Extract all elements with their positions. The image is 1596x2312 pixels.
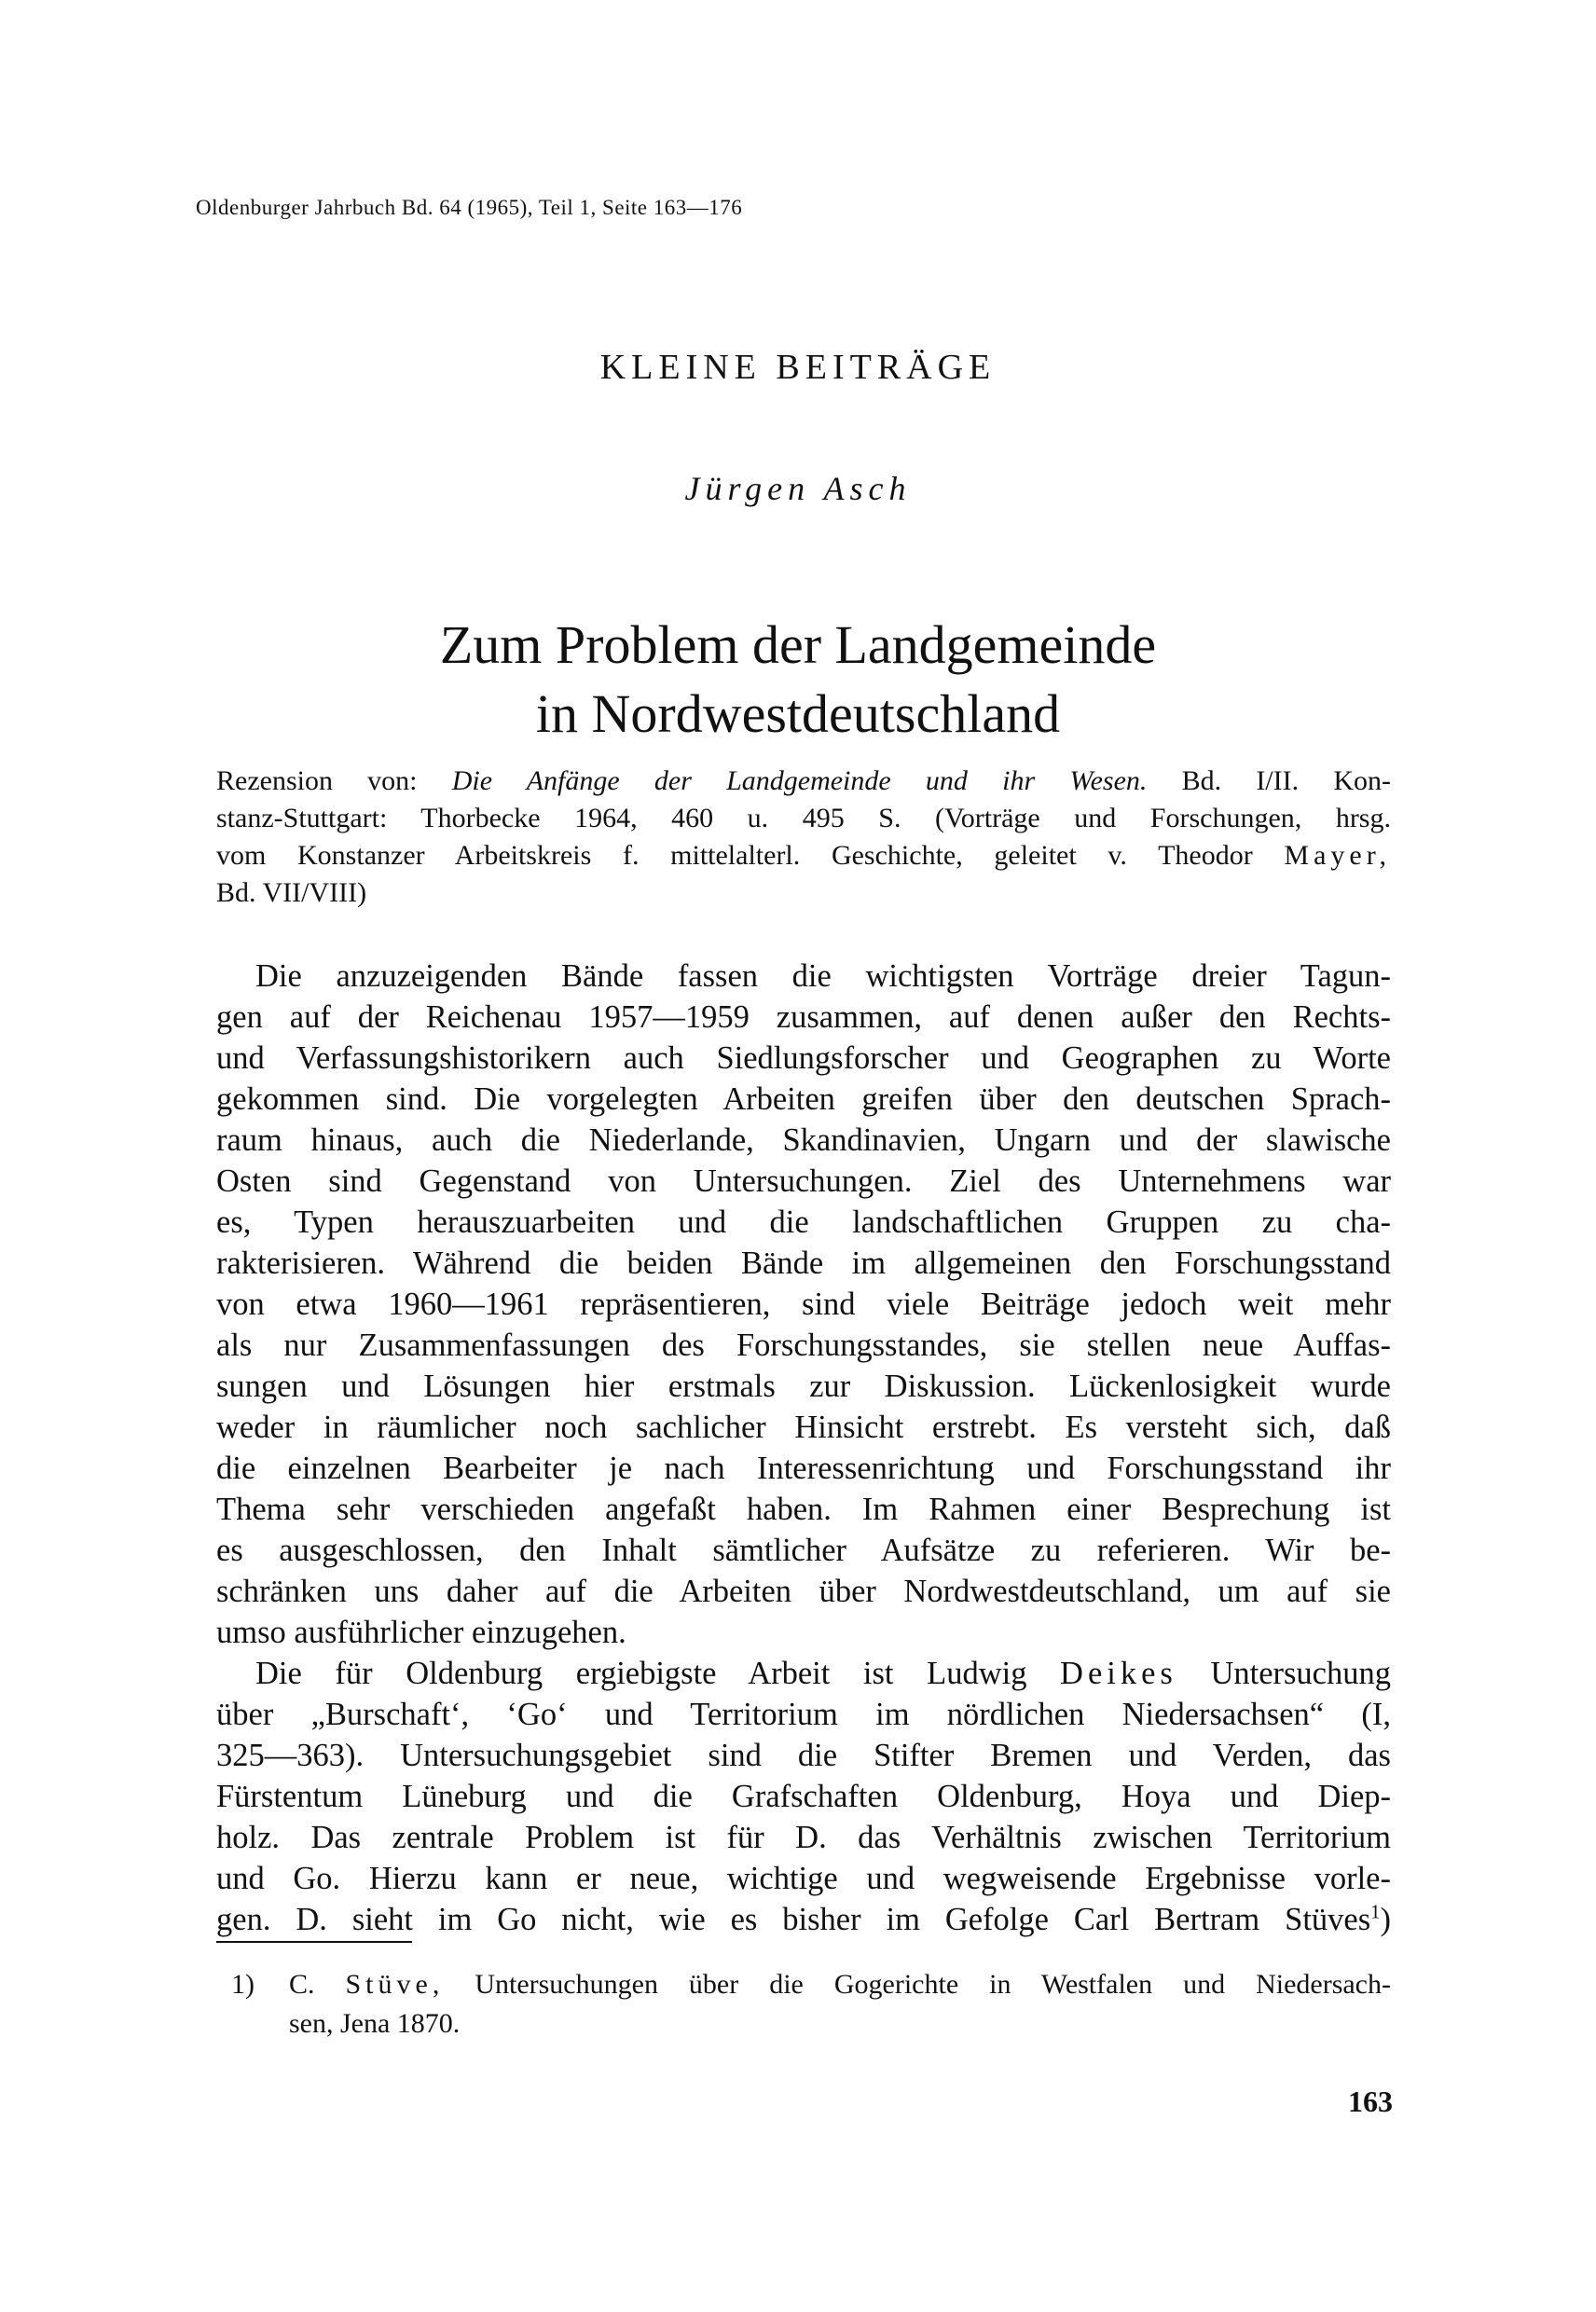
footnote-initial: C. xyxy=(289,1969,346,2000)
review-volume: Bd. I/II. Kon- xyxy=(1147,765,1391,796)
footnote-text xyxy=(289,1965,1391,2044)
text-line: als nur Zusammenfassungen des Forschungsstandes, sie stellen neue Auffas- xyxy=(216,1328,1391,1363)
paragraph-1 xyxy=(216,956,1391,1653)
text-line: holz. Das zentrale Problem ist für D. das Verhältnis zwischen Territorium xyxy=(216,1820,1391,1855)
text-line: Die anzuzeigenden Bände fassen die wichtigsten Vorträge dreier Tagun- xyxy=(255,958,1391,994)
review-citation-line: stanz-Stuttgart: Thorbecke 1964, 460 u. 495 S. (Vorträge und Forschungen, hrsg. xyxy=(216,803,1391,833)
reviewed-work-title: Die Anfänge der Landgemeinde und ihr Wesen. xyxy=(451,765,1148,796)
author-name: Jürgen Asch xyxy=(684,470,912,507)
text-line: es ausgeschlossen, den Inhalt sämtlicher Aufsätze zu referieren. Wir be- xyxy=(216,1533,1391,1568)
text-segment: gen. D. sieht im Go nicht, wie es bisher im Gefolge Carl Bertram Stüves xyxy=(216,1902,1371,1937)
footnote-author: Stüve, xyxy=(345,1969,445,2000)
text-line: Osten sind Gegenstand von Untersuchungen. Ziel des Unternehmens war xyxy=(216,1163,1391,1199)
text-line: die einzelnen Bearbeiter je nach Interessenrichtung und Forschungsstand ihr xyxy=(216,1451,1391,1486)
text-line: Thema sehr verschieden angefaßt haben. Im Rahmen einer Besprechung ist xyxy=(216,1492,1391,1527)
text-segment: Untersuchung xyxy=(1176,1656,1391,1691)
footnote-title: Untersuchungen über die Gogerichte in Westfalen und Niedersach- xyxy=(444,1969,1391,2000)
paragraph-2 xyxy=(216,1653,1391,1940)
text-segment: Die für Oldenburg ergiebigste Arbeit ist Ludwig xyxy=(255,1656,1061,1691)
review-citation-line xyxy=(216,837,1391,874)
text-line: und Verfassungshistorikern auch Siedlungsforscher und Geographen zu Worte xyxy=(216,1040,1391,1076)
text-line: gen auf der Reichenau 1957—1959 zusammen, auf denen außer den Rechts- xyxy=(216,999,1391,1035)
text-line: Fürstentum Lüneburg und die Grafschaften Oldenburg, Hoya und Diep- xyxy=(216,1779,1391,1814)
page-number: 163 xyxy=(1348,2085,1393,2118)
title-line-2: in Nordwestdeutschland xyxy=(535,683,1061,744)
text-line: schränken uns daher auf die Arbeiten über Nordwestdeutschland, um auf sie xyxy=(216,1574,1391,1609)
text-line: gekommen sind. Die vorgelegten Arbeiten greifen über den deutschen Sprach- xyxy=(216,1081,1391,1117)
article-title xyxy=(0,611,1596,749)
footnote-divider xyxy=(216,1941,412,1943)
journal-citation: Oldenburger Jahrbuch Bd. 64 (1965), Teil 1, Seite 163—176 xyxy=(196,196,743,219)
review-citation-line: Bd. VII/VIII) xyxy=(216,877,367,908)
text-segment: ) xyxy=(1380,1902,1391,1937)
text-line: sungen und Lösungen hier erstmals zur Diskussion. Lückenlosigkeit wurde xyxy=(216,1369,1391,1404)
author-reference: Deikes xyxy=(1060,1656,1177,1691)
text-line xyxy=(216,1653,1391,1694)
body-text xyxy=(216,956,1391,1940)
text-line: 325—363). Untersuchungsgebiet sind die Stifter Bremen und Verden, das xyxy=(216,1738,1391,1773)
title-line-1: Zum Problem der Landgemeinde xyxy=(439,614,1157,675)
text-line: über „Burschaft‘, ‘Go‘ und Territorium im nördlichen Niedersachsen“ (I, xyxy=(216,1697,1391,1732)
footnote-1 xyxy=(231,1965,1391,2044)
footnote-line: sen, Jena 1870. xyxy=(289,2008,461,2039)
review-prefix: Rezension von: xyxy=(216,765,452,796)
footnote-line xyxy=(289,1965,1391,2004)
text-line: von etwa 1960—1961 repräsentieren, sind viele Beiträge jedoch weit mehr xyxy=(216,1287,1391,1322)
text-line: raum hinaus, auch die Niederlande, Skandinavien, Ungarn und der slawische xyxy=(216,1122,1391,1158)
review-series-text: vom Konstanzer Arbeitskreis f. mittelalterl. Geschichte, geleitet v. Theodor xyxy=(216,840,1285,871)
text-line: umso ausführlicher einzugehen. xyxy=(216,1615,626,1650)
review-citation xyxy=(216,763,1391,912)
text-line: und Go. Hierzu kann er neue, wichtige und wegweisende Ergebnisse vorle- xyxy=(216,1861,1391,1896)
editor-name: Mayer, xyxy=(1284,840,1391,871)
text-line: es, Typen herauszuarbeiten und die landschaftlichen Gruppen zu cha- xyxy=(216,1204,1391,1240)
text-line: weder in räumlicher noch sachlicher Hinsicht erstrebt. Es versteht sich, daß xyxy=(216,1410,1391,1445)
section-heading: KLEINE BEITRÄGE xyxy=(599,348,997,387)
text-line xyxy=(216,1899,1391,1940)
footnote-marker[interactable]: 1 xyxy=(1370,1902,1381,1923)
footnote-label: 1) xyxy=(231,1969,255,2000)
review-citation-line xyxy=(216,763,1391,800)
text-line: rakterisieren. Während die beiden Bände im allgemeinen den Forschungsstand xyxy=(216,1245,1391,1281)
